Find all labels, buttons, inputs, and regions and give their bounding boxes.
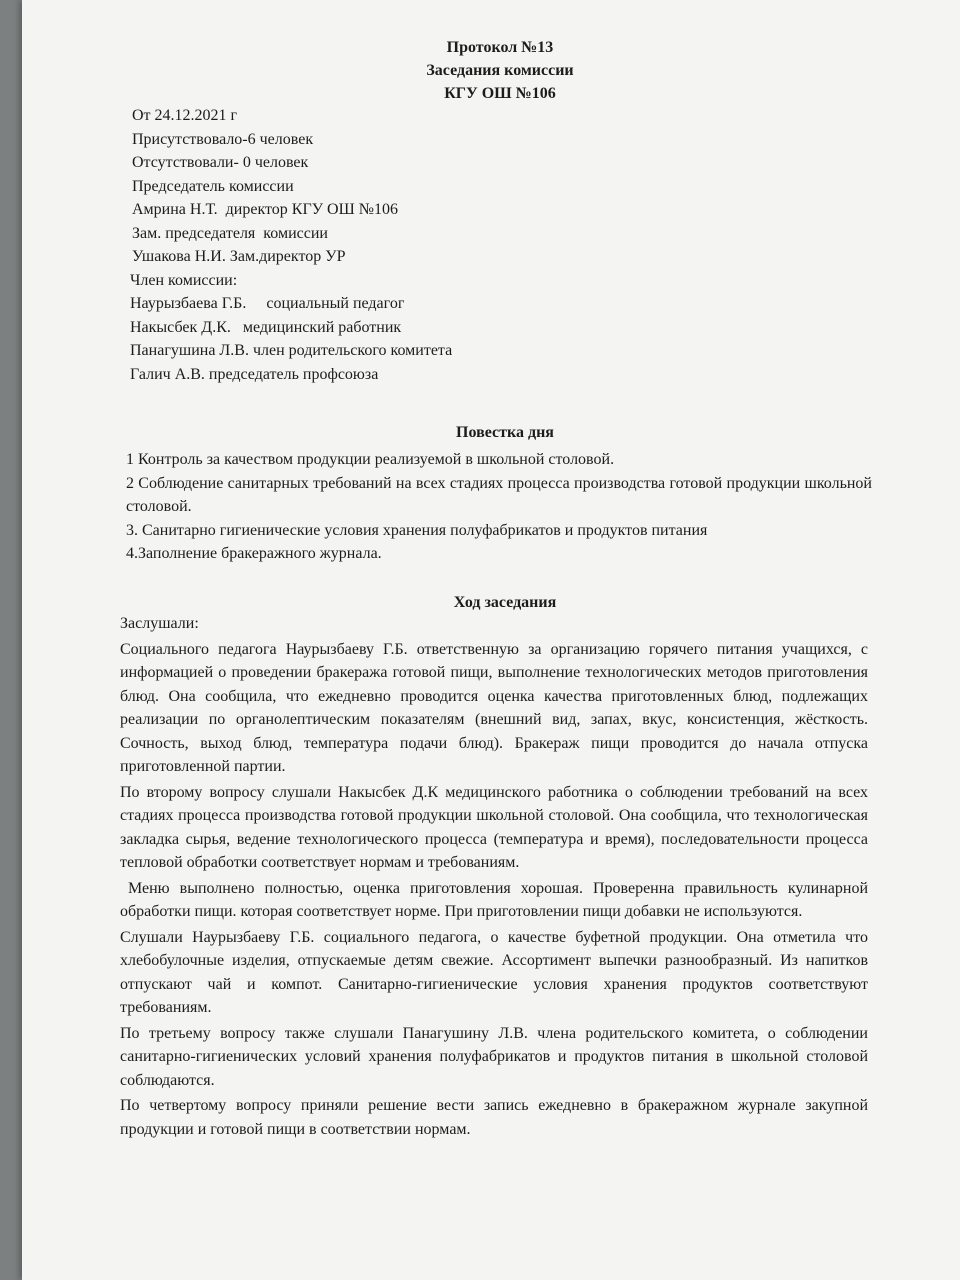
agenda-list [126,448,872,566]
deputy-chair-name: Ушакова Н.И. Зам.директор УР [132,248,346,265]
member-1: Наурызбаева Г.Б. социальный педагог [130,295,405,312]
member-2: Накысбек Д.К. медицинский работник [130,318,402,336]
agenda-item: 3. Санитарно гигиенические условия хранения полуфабрикатов и продуктов питания [126,521,708,539]
paragraph: Слушали Наурызбаеву Г.Б. социального педагога, о качестве буфетной продукции. Она отметила что хлебобулочные изделия, отпускаемые детям свежие. Ассортимент выпечки разнообразный. Из напитков отпускают чай и компот. Санитарно-гигиенические условия хранения продуктов соответствуют требованиям. [120,928,868,1016]
paragraph: По четвертому вопросу приняли решение вести запись ежедневно в бракеражном журнале закупной продукции и готовой пищи в соответствии нормам. [120,1097,868,1138]
paragraph: Меню выполнено полностью, оценка приготовления хорошая. Проверенна правильность кулинарной обработки пищи. которая соответствует норме. При приготовлении пищи добавки не используются. [120,879,868,920]
member-3: Панагушина Л.В. член родительского комитета [130,342,453,359]
organization-name: КГУ ОШ №106 [444,85,556,102]
proceedings-title: Ход заседания [453,594,557,611]
meeting-info [132,104,732,386]
agenda-item: 2 Соблюдение санитарных требований на всех стадиях процесса производства готовой продукции школьной столовой. [126,474,872,515]
member-4: Галич А.В. председатель профсоюза [130,365,379,383]
attendance-present: Присутствовало-6 человек [132,130,314,148]
meeting-date: От 24.12.2021 г [132,107,238,124]
agenda-item: 1 Контроль за качеством продукции реализуемой в школьной столовой. [126,451,615,468]
protocol-number: Протокол №13 [446,39,554,56]
meeting-title: Заседания комиссии [426,62,574,79]
proceedings-body [120,612,868,1143]
agenda-title: Повестка дня [456,424,554,441]
deputy-chair-label: Зам. председателя комиссии [132,224,328,242]
paragraph: По третьему вопросу также слушали Панагушину Л.В. члена родительского комитета, о соблюдении санитарно-гигиенических условий хранения полуфабрикатов и продуктов питания в школьной столовой соблюдаются. [120,1024,868,1089]
members-label: Член комиссии: [130,271,238,289]
attendance-absent: Отсутствовали- 0 человек [132,154,309,171]
chair-name: Амрина Н.Т. директор КГУ ОШ №106 [132,201,398,218]
chair-label: Председатель комиссии [132,177,294,195]
heard-label: Заслушали: [120,615,199,632]
paragraph: Социального педагога Наурызбаеву Г.Б. ответственную за организацию горячего питания учащихся, с информацией о проведении бракеража готовой пищи, выполнение технологических методов приготовления блюд. Она сообщила, что ежедневно проводится оценка качества приготовленных блюд, подлежащих реализации по органолептическим показателям (внешний вид, запах, вкус, консистенция, жёсткость. Сочность, выход блюд, температура подачи блюд). Бракераж пищи проводится до начала отпуска приготовленной партии. [120,640,868,775]
paragraph: По второму вопросу слушали Накысбек Д.К медицинского работника о соблюдении требований на всех стадиях процесса производства готовой продукции школьной столовой. Она сообщила, что технологическая закладка сырья, ведение технологического процесса (температура и время), последовательности процесса тепловой обработки соответствует нормам и требованиям. [120,783,868,871]
protocol-header [22,36,960,105]
agenda-item: 4.Заполнение бракеражного журнала. [126,545,382,562]
document-page [22,0,960,1280]
